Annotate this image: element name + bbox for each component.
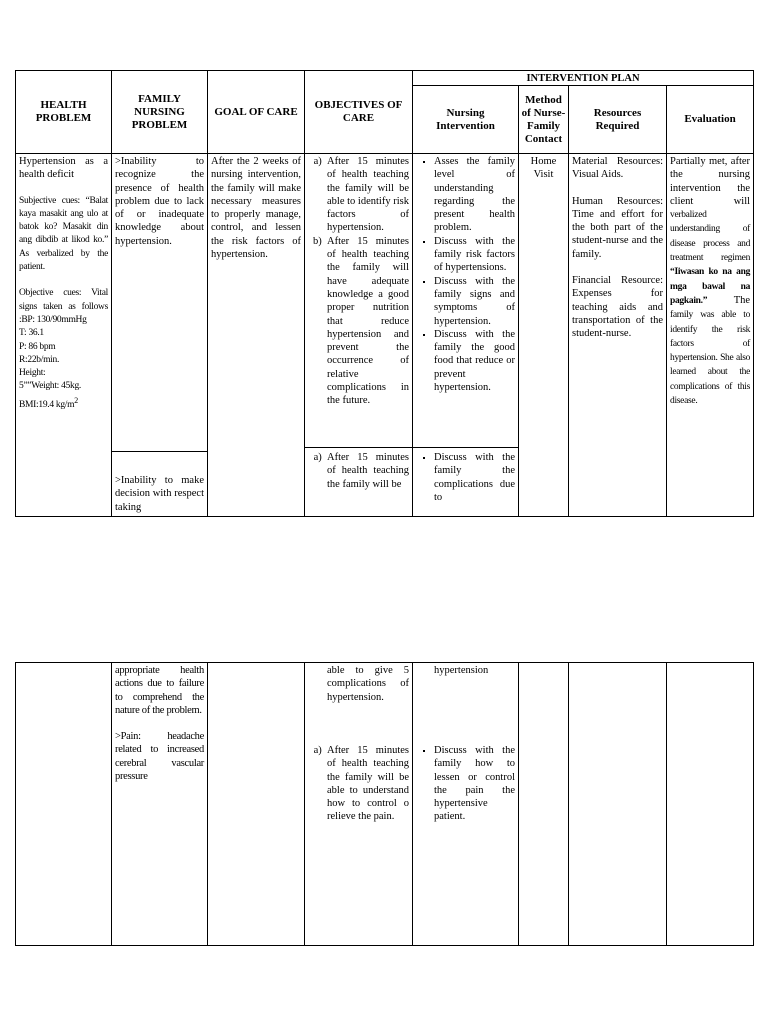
header-family-nursing-problem: FAMILY NURSING PROBLEM (112, 71, 208, 154)
objectives-list-3 (307, 744, 409, 824)
header-health-problem: HEALTH PROBLEM (16, 71, 112, 154)
family-problem-3: appropriate health actions due to failure to comprehend the nature of the problem. (115, 665, 204, 716)
health-problem-cell-2 (16, 663, 112, 946)
intervention-4: ▪ Discuss with the family the good food that reduce or prevent hypertension. (434, 328, 515, 394)
objective-b: b. After 15 minutes of health teaching the family will have adequate knowledge a good proper nutrition that reduce hypertension and prevent the occurrence of relative complications in the future. (327, 235, 409, 408)
vital-height: Height: (19, 368, 46, 379)
material-resources: Material Resources: Visual Aids. (572, 156, 663, 181)
vital-weight: 5””Weight: 45kg. (19, 381, 81, 392)
vital-bmi: BMI:19.4 $kg/m^2$ (19, 395, 78, 410)
header-evaluation: Evaluation (667, 86, 754, 154)
resources-cell-2 (569, 663, 667, 946)
header-resources-required: Resources Required (569, 86, 667, 154)
intervention-2: ▪ Discuss with the family risk factors of hypertensions. (434, 235, 515, 275)
interventions-list (416, 155, 515, 447)
resources-cell (569, 154, 667, 517)
intervention-6: ▪ Discuss with the family how to lessen or control the pain the hypertensive patient. (434, 744, 515, 824)
family-problem-2: >Inability to make decision with respect taking (115, 475, 204, 513)
vital-respiration: R:22b/min. (19, 354, 60, 365)
subjective-cues: Subjective cues: “Balat kaya masakit ang ulo at batok ko? Masakit din ang dibdib at likod ko.” As verbalized by the patient. (19, 195, 108, 273)
header-intervention-plan: INTERVENTION PLAN (413, 71, 754, 86)
objective-a-3: a. After 15 minutes of health teaching the family will be able to understand how to control o relieve the pain. (327, 744, 409, 824)
evaluation-text-3: family was able to identify the risk factors of hypertension. She also learned about the complications of this disease. (670, 310, 751, 407)
care-plan-table-part-2 (15, 662, 754, 946)
header-method-of-contact: Method of Nurse-Family Contact (519, 86, 569, 154)
header-goal-of-care: GOAL OF CARE (208, 71, 305, 154)
objectives-cell-2 (305, 663, 413, 946)
intervention-continued: hypertension (434, 665, 489, 676)
evaluation-text-2: verbalized understanding of disease process and treatment regimen (670, 210, 751, 264)
family-problem-cell-2 (112, 663, 208, 946)
family-problem-cell (112, 154, 208, 517)
objectives-list-2 (307, 448, 409, 491)
goal-cell-2 (208, 663, 305, 946)
objective-cues: Objective cues: Vital signs taken as follows :BP: 130/90mmHg (19, 288, 108, 325)
objective-continued: able to give 5 complications of hypertension. (327, 665, 409, 703)
evaluation-text-3a: The (733, 294, 751, 306)
family-problem-1: >Inability to recognize the presence of health problem due to lack of or inadequate knowledge about hypertension. (115, 156, 204, 247)
objective-a: a. After 15 minutes of health teaching the family will be able to identify risk factors of hypertension. (327, 155, 409, 235)
care-plan-table-part-1 (15, 70, 754, 517)
health-problem-cell (16, 154, 112, 517)
human-resources: Human Resources: Time and effort for the both part of the student-nurse and the family. (572, 195, 663, 260)
goal-cell: After the 2 weeks of nursing intervention, the family will make necessary measures to properly manage, control, and lessen the risk factors of hypertension. (208, 154, 305, 517)
intervention-1: ▪ Asses the family level of understanding regarding the present health problem. (434, 155, 515, 235)
evaluation-cell-2 (667, 663, 754, 946)
intervention-5: ▪ Discuss with the family the complications due to (434, 451, 515, 504)
vital-temperature: T: 36.1 (19, 328, 44, 339)
financial-resources: Financial Resource: Expenses for teaching aids and transportation of the student-nurse. (572, 275, 663, 340)
method-cell-2 (519, 663, 569, 946)
objective-a-2: a. After 15 minutes of health teaching the family will be (327, 451, 409, 491)
interventions-list-3 (416, 744, 515, 824)
header-objectives-of-care: OBJECTIVES OF CARE (305, 71, 413, 154)
evaluation-text-1: Partially met, after the nursing intervention the client will (670, 156, 751, 207)
intervention-3: ▪ Discuss with the family signs and symptoms of hypertension. (434, 275, 515, 328)
vital-pulse: P: 86 bpm (19, 341, 56, 352)
family-problem-4: >Pain: headache related to increased cerebral vascular pressure (115, 731, 204, 783)
interventions-cell-2 (413, 663, 519, 946)
evaluation-cell (667, 154, 754, 517)
evaluation-quote: “Iiwasan ko na ang mga bawal na pagkain.” (670, 267, 751, 306)
objectives-list (307, 155, 409, 447)
header-nursing-intervention: Nursing Intervention (413, 86, 519, 154)
health-problem-title: Hypertension as a health deficit (19, 156, 108, 181)
method-cell: Home Visit (519, 154, 569, 517)
objectives-cell (305, 154, 413, 517)
interventions-list-2 (416, 448, 515, 504)
interventions-cell (413, 154, 519, 517)
